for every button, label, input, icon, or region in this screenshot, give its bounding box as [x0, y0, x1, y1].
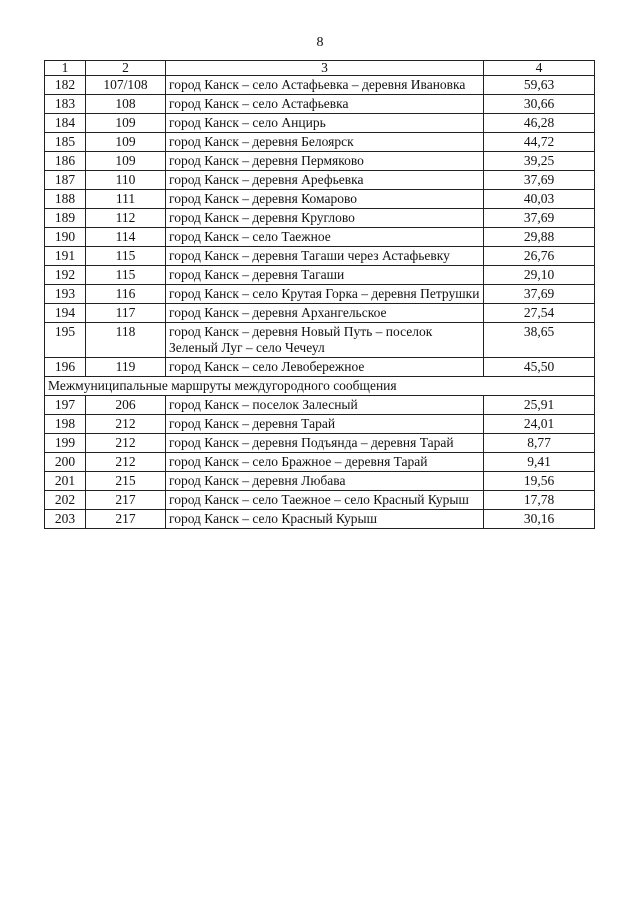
table-row — [45, 190, 595, 209]
distance-cell: 30,16 — [484, 510, 595, 529]
distance-cell: 19,56 — [484, 472, 595, 491]
header-col-1: 1 — [45, 61, 86, 76]
table-row — [45, 247, 595, 266]
row-number-cell: 201 — [45, 472, 86, 491]
route-code-cell: 212 — [86, 415, 166, 434]
route-name-cell: город Канск – деревня Тагаши — [166, 266, 484, 285]
header-col-4: 4 — [484, 61, 595, 76]
distance-cell: 37,69 — [484, 209, 595, 228]
route-name-cell: город Канск – деревня Белоярск — [166, 133, 484, 152]
table-row — [45, 228, 595, 247]
table-row — [45, 434, 595, 453]
route-code-cell: 109 — [86, 114, 166, 133]
table-row — [45, 491, 595, 510]
distance-cell: 9,41 — [484, 453, 595, 472]
row-number-cell: 202 — [45, 491, 86, 510]
table-row — [45, 114, 595, 133]
table-row — [45, 396, 595, 415]
distance-cell: 29,10 — [484, 266, 595, 285]
route-code-cell: 212 — [86, 434, 166, 453]
distance-cell: 44,72 — [484, 133, 595, 152]
distance-cell: 25,91 — [484, 396, 595, 415]
route-name-cell: город Канск – деревня Тарай — [166, 415, 484, 434]
header-col-3: 3 — [166, 61, 484, 76]
route-code-cell: 206 — [86, 396, 166, 415]
row-number-cell: 195 — [45, 323, 86, 358]
row-number-cell: 183 — [45, 95, 86, 114]
route-name-cell: город Канск – деревня Пермяково — [166, 152, 484, 171]
distance-cell: 37,69 — [484, 285, 595, 304]
page-number: 8 — [316, 35, 324, 50]
route-code-cell: 108 — [86, 95, 166, 114]
row-number-cell: 186 — [45, 152, 86, 171]
route-code-cell: 109 — [86, 133, 166, 152]
route-code-cell: 107/108 — [86, 76, 166, 95]
distance-cell: 27,54 — [484, 304, 595, 323]
routes-body — [45, 76, 595, 377]
table-row — [45, 266, 595, 285]
section-body — [45, 377, 595, 396]
table-row — [45, 415, 595, 434]
route-code-cell: 111 — [86, 190, 166, 209]
row-number-cell: 192 — [45, 266, 86, 285]
distance-cell: 59,63 — [484, 76, 595, 95]
distance-cell: 39,25 — [484, 152, 595, 171]
distance-cell: 38,65 — [484, 323, 595, 358]
route-code-cell: 110 — [86, 171, 166, 190]
route-code-cell: 109 — [86, 152, 166, 171]
table-row — [45, 209, 595, 228]
row-number-cell: 196 — [45, 358, 86, 377]
route-name-cell: город Канск – село Таежное – село Красный Курыш — [166, 491, 484, 510]
row-number-cell: 194 — [45, 304, 86, 323]
route-code-cell: 215 — [86, 472, 166, 491]
table-row — [45, 358, 595, 377]
route-code-cell: 112 — [86, 209, 166, 228]
route-name-cell: город Канск – деревня Новый Путь – поселок Зеленый Луг – село Чечеул — [166, 323, 484, 358]
intercity-routes-body — [45, 396, 595, 529]
distance-cell: 40,03 — [484, 190, 595, 209]
route-name-cell: город Канск – деревня Комарово — [166, 190, 484, 209]
table-row — [45, 95, 595, 114]
table-row — [45, 304, 595, 323]
distance-cell: 45,50 — [484, 358, 595, 377]
row-number-cell: 198 — [45, 415, 86, 434]
route-name-cell: город Канск – деревня Арефьевка — [166, 171, 484, 190]
route-name-cell: город Канск – село Крутая Горка – деревня Петрушки — [166, 285, 484, 304]
route-code-cell: 119 — [86, 358, 166, 377]
row-number-cell: 185 — [45, 133, 86, 152]
route-name-cell: город Канск – деревня Любава — [166, 472, 484, 491]
distance-cell: 29,88 — [484, 228, 595, 247]
route-name-cell: город Канск – село Красный Курыш — [166, 510, 484, 529]
row-number-cell: 200 — [45, 453, 86, 472]
section-row — [45, 377, 595, 396]
row-number-cell: 188 — [45, 190, 86, 209]
route-name-cell: город Канск – село Анцирь — [166, 114, 484, 133]
route-code-cell: 212 — [86, 453, 166, 472]
route-code-cell: 114 — [86, 228, 166, 247]
distance-cell: 37,69 — [484, 171, 595, 190]
distance-cell: 8,77 — [484, 434, 595, 453]
row-number-cell: 193 — [45, 285, 86, 304]
route-name-cell: город Канск – деревня Подъянда – деревня Тарай — [166, 434, 484, 453]
route-code-cell: 118 — [86, 323, 166, 358]
table-row — [45, 171, 595, 190]
row-number-cell: 199 — [45, 434, 86, 453]
table-row — [45, 133, 595, 152]
row-number-cell: 187 — [45, 171, 86, 190]
row-number-cell: 197 — [45, 396, 86, 415]
row-number-cell: 190 — [45, 228, 86, 247]
route-name-cell: город Канск – село Левобережное — [166, 358, 484, 377]
route-name-cell: город Канск – село Астафьевка — [166, 95, 484, 114]
route-code-cell: 115 — [86, 247, 166, 266]
section-title: Межмуниципальные маршруты междугородного сообщения — [45, 377, 595, 396]
route-code-cell: 117 — [86, 304, 166, 323]
row-number-cell: 203 — [45, 510, 86, 529]
distance-cell: 24,01 — [484, 415, 595, 434]
table-row — [45, 472, 595, 491]
distance-cell: 30,66 — [484, 95, 595, 114]
route-code-cell: 217 — [86, 491, 166, 510]
table-row — [45, 76, 595, 95]
table-row — [45, 453, 595, 472]
route-code-cell: 116 — [86, 285, 166, 304]
row-number-cell: 189 — [45, 209, 86, 228]
row-number-cell: 182 — [45, 76, 86, 95]
distance-cell: 46,28 — [484, 114, 595, 133]
route-code-cell: 217 — [86, 510, 166, 529]
route-name-cell: город Канск – поселок Залесный — [166, 396, 484, 415]
table-row — [45, 152, 595, 171]
route-name-cell: город Канск – село Бражное – деревня Тарай — [166, 453, 484, 472]
table-row — [45, 510, 595, 529]
header-row — [45, 61, 595, 76]
table-row — [45, 285, 595, 304]
route-name-cell: город Канск – деревня Круглово — [166, 209, 484, 228]
route-code-cell: 115 — [86, 266, 166, 285]
route-name-cell: город Канск – деревня Архангельское — [166, 304, 484, 323]
distance-cell: 17,78 — [484, 491, 595, 510]
distance-cell: 26,76 — [484, 247, 595, 266]
header-col-2: 2 — [86, 61, 166, 76]
route-name-cell: город Канск – село Таежное — [166, 228, 484, 247]
route-name-cell: город Канск – деревня Тагаши через Астафьевку — [166, 247, 484, 266]
route-name-cell: город Канск – село Астафьевка – деревня Ивановка — [166, 76, 484, 95]
table-row — [45, 323, 595, 358]
routes-table — [44, 60, 595, 529]
row-number-cell: 184 — [45, 114, 86, 133]
row-number-cell: 191 — [45, 247, 86, 266]
